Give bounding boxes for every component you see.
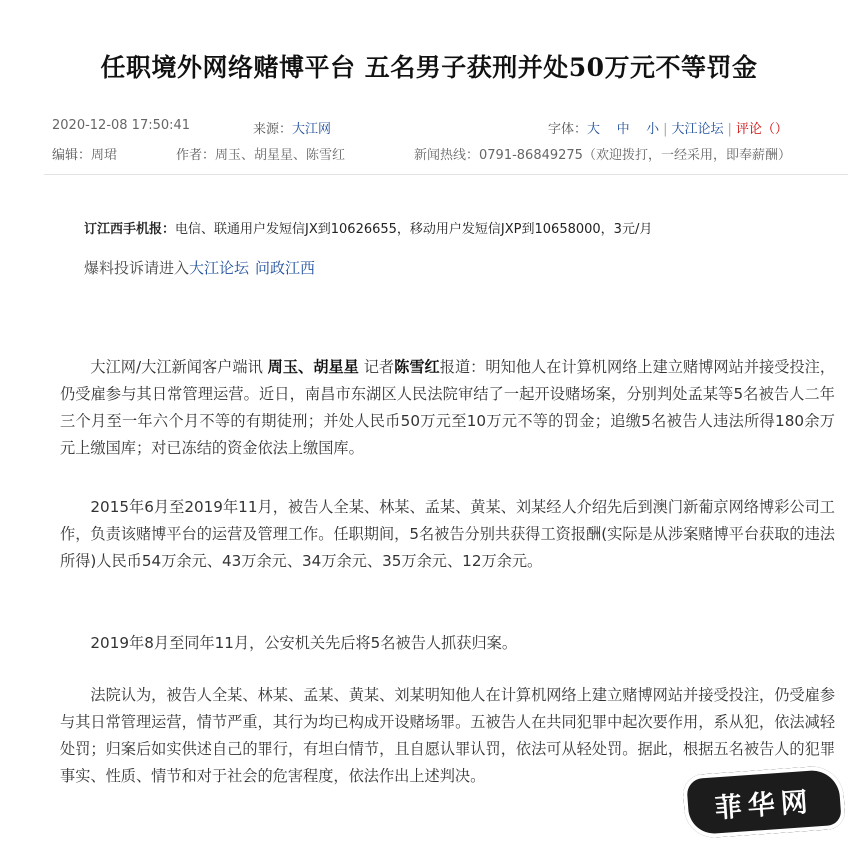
header-divider [44,174,848,175]
paragraph-2: 2015年6月至2019年11月，被告人全某、林某、孟某、黄某、刘某经人介绍先后到澳门新葡京网络博彩公司工作，负责该赌博平台的运营及管理工作。任职期间，5名被告分别共获得工资报酬(实际是从涉案赌博平台获取的违法所得)人民币54万余元、43万余元、34万余元、35万余元、12万余元。 [60,498,835,570]
comment-link[interactable]: 评论（） [735,122,788,137]
article-authors: 作者：周玉、胡星星、陈雪红 [176,148,346,163]
article-source: 来源：大江网 [253,122,332,137]
paragraph-1: 大江网/大江新闻客户端讯 周玉、胡星星 记者陈雪红报道：明知他人在计算机网络上建立赌博网站并接受投注，仍受雇参与其日常管理运营。近日，南昌市东湖区人民法院审结了一起开设赌场案，分别判处孟某等5名被告人二年三个月至一年六个月不等的有期徒刑；并处人民币50万元至10万元不等的罚金；追缴5名被告人违法所得180余万元上缴国库；对已冻结的资金依法上缴国库。 [60,358,836,457]
mobile-news-notice: 订江西手机报：电信、联通用户发短信JX到10626655，移动用户发短信JXP到10658000，3元/月 [84,222,653,237]
dajiang-forum-link[interactable]: 大江论坛 [189,259,250,277]
source-link[interactable]: 大江网 [292,122,332,137]
watermark-logo: 菲华网 [682,764,846,839]
font-medium-button[interactable]: 中 [616,122,630,137]
font-size-controls: 字体：大 中 小 | 大江论坛 | 评论（） [548,122,788,137]
report-links: 爆料投诉请进入大江论坛 问政江西 [84,259,316,277]
article-title: 任职境外网络赌博平台 五名男子获刑并处50万元不等罚金 [100,53,758,82]
article-datetime: 2020-12-08 17:50:41 [52,118,191,133]
forum-link[interactable]: 大江论坛 [671,122,724,137]
font-large-button[interactable]: 大 [587,122,601,137]
wenzheng-jiangxi-link[interactable]: 问政江西 [255,259,316,277]
paragraph-3: 2019年8月至同年11月，公安机关先后将5名被告人抓获归案。 [90,634,518,652]
paragraph-4: 法院认为，被告人全某、林某、孟某、黄某、刘某明知他人在计算机网络上建立赌博网站并接受投注，仍受雇参与其日常管理运营，情节严重，其行为均已构成开设赌场罪。五被告人在共同犯罪中起次要作用，系从犯，依法减轻处罚；归案后如实供述自己的罪行，有坦白情节，且自愿认罪认罚，依法可从轻处罚。据此，根据五名被告人的犯罪事实、性质、情节和对于社会的危害程度，依法作出上述判决。 [60,686,835,785]
news-hotline: 新闻热线：0791-86849275（欢迎拨打，一经采用，即奉薪酬） [414,148,791,163]
font-small-button[interactable]: 小 [646,122,660,137]
article-editor: 编辑：周珺 [52,148,118,163]
